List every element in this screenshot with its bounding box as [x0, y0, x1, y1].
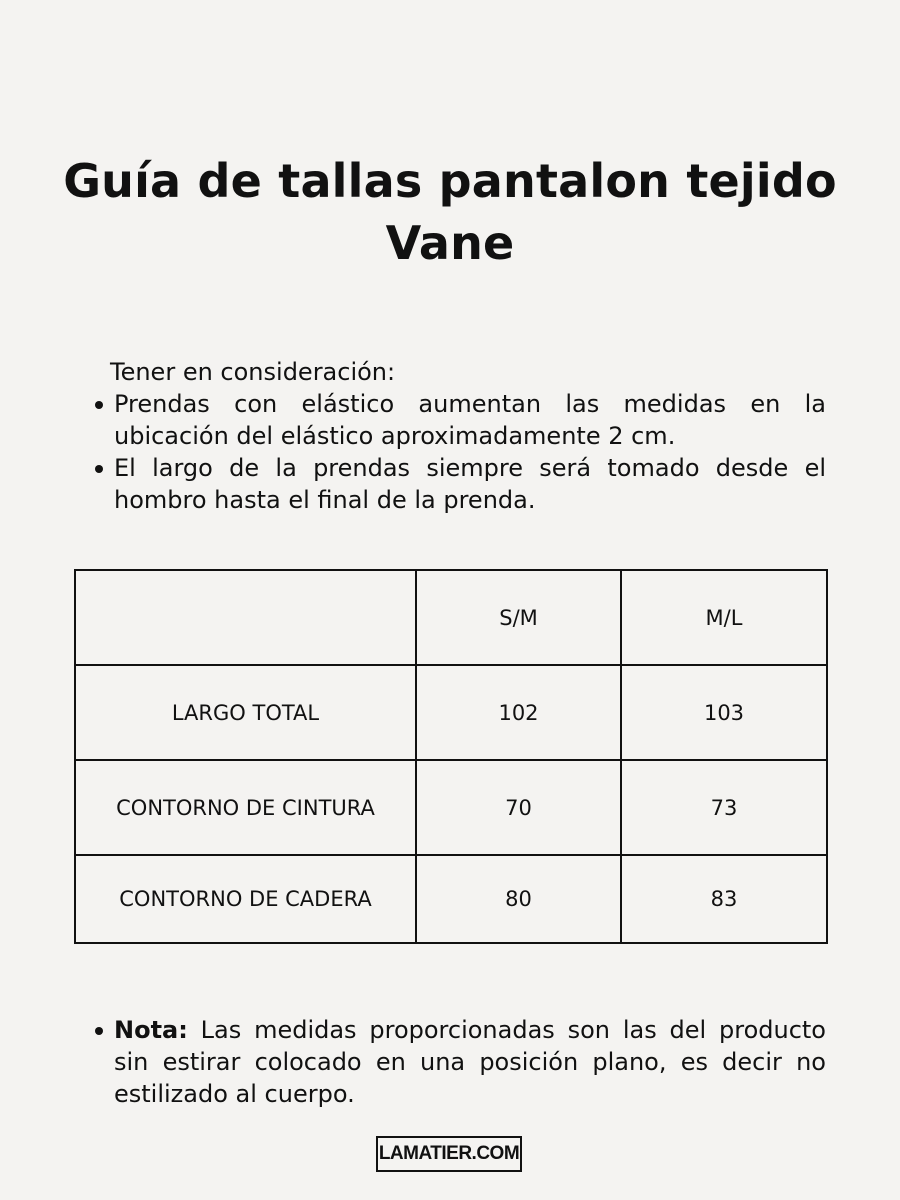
note-item — [90, 1014, 826, 1110]
title-line-2: Vane — [385, 216, 515, 270]
considerations-heading: Tener en consideración: — [110, 358, 396, 386]
consideration-item: El largo de la prendas siempre será tomado desde el hombro hasta el final de la prenda. — [90, 452, 826, 516]
table-row — [75, 665, 827, 760]
cell-ml: 73 — [621, 760, 827, 855]
note-section — [90, 1014, 826, 1110]
row-label: LARGO TOTAL — [75, 665, 416, 760]
header-cell-empty — [75, 570, 416, 665]
row-label: CONTORNO DE CADERA — [75, 855, 416, 943]
cell-ml: 103 — [621, 665, 827, 760]
page-title — [40, 150, 860, 274]
table-header-row — [75, 570, 827, 665]
note-label: Nota: — [114, 1016, 188, 1044]
consideration-item: Prendas con elástico aumentan las medidas en la ubicación del elástico aproximadamente 2 cm. — [90, 388, 826, 452]
table-row — [75, 760, 827, 855]
considerations-list — [90, 388, 826, 516]
header-cell-ml: M/L — [621, 570, 827, 665]
cell-sm: 80 — [416, 855, 621, 943]
row-label: CONTORNO DE CINTURA — [75, 760, 416, 855]
considerations-section — [90, 356, 826, 516]
table-row — [75, 855, 827, 943]
cell-sm: 102 — [416, 665, 621, 760]
cell-ml: 83 — [621, 855, 827, 943]
brand-logo-text: LAMATIER.COM — [378, 1143, 520, 1164]
note-list — [90, 1014, 826, 1110]
cell-sm: 70 — [416, 760, 621, 855]
header-cell-sm: S/M — [416, 570, 621, 665]
title-line-1: Guía de tallas pantalon tejido — [63, 154, 837, 208]
brand-logo — [376, 1136, 522, 1172]
size-table — [74, 569, 828, 944]
note-text: Las medidas proporcionadas son las del producto sin estirar colocado en una posición plano, es decir no estilizado al cuerpo. — [114, 1016, 826, 1108]
